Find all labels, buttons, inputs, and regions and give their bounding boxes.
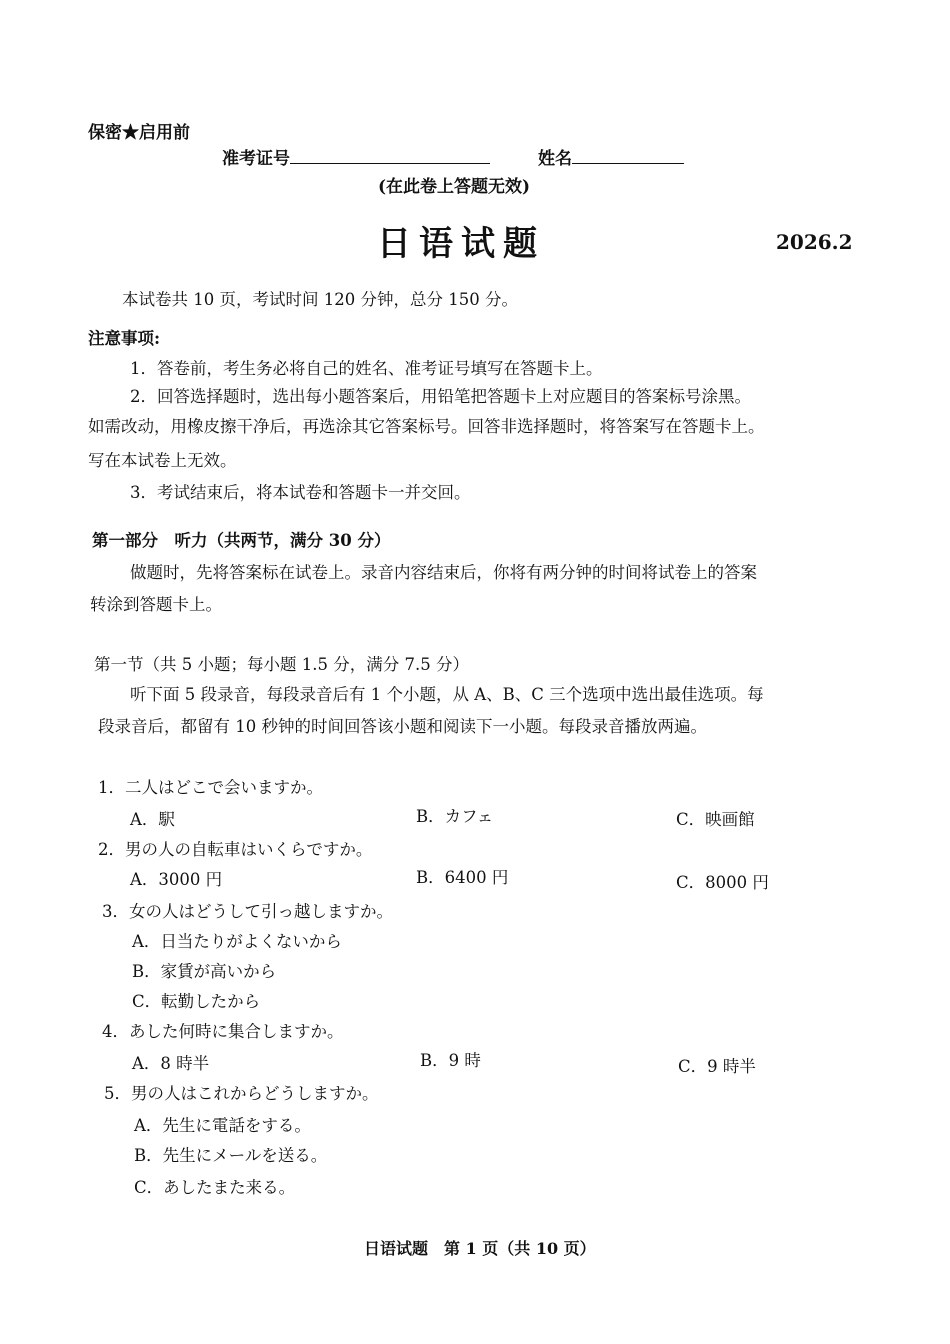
section1-desc-line-1: 听下面 5 段录音，每段录音后有 1 个小题，从 A、B、C 三个选项中选出最佳选项。每 <box>130 685 764 704</box>
question-3-option-c: C．転勤したから <box>132 992 261 1011</box>
question-2-option-b: B．6400 円 <box>416 868 509 887</box>
question-1-option-b: B．カフェ <box>416 807 494 826</box>
note-item-2-line-3: 写在本试卷上无效。 <box>88 451 237 470</box>
question-2-option-c: C．8000 円 <box>676 873 769 892</box>
exam-date: 2026.2 <box>776 230 853 254</box>
question-2-option-a: A．3000 円 <box>130 870 223 889</box>
confidential-label: 保密★启用前 <box>88 123 190 143</box>
note-item-3: 3．考试结束后，将本试卷和答题卡一并交回。 <box>130 483 471 502</box>
question-4: 4．あした何時に集合しますか。 <box>102 1022 344 1041</box>
exam-id-label: 准考证号 <box>222 149 290 169</box>
invalid-note: (在此卷上答题无效) <box>378 177 531 197</box>
page-title: 日语试题 <box>377 224 545 264</box>
question-1-option-c: C．映画館 <box>676 810 755 829</box>
question-3-option-a: A．日当たりがよくないから <box>132 932 342 951</box>
name-blank <box>572 163 684 164</box>
part1-desc-line-2: 转涂到答题卡上。 <box>90 595 222 614</box>
exam-id-blank <box>290 163 490 164</box>
part1-heading: 第一部分 听力（共两节，满分 30 分） <box>92 531 391 550</box>
note-item-1: 1．答卷前，考生务必将自己的姓名、准考证号填写在答题卡上。 <box>130 359 603 378</box>
intro-text: 本试卷共 10 页，考试时间 120 分钟，总分 150 分。 <box>122 290 518 309</box>
notes-heading: 注意事项: <box>88 329 161 348</box>
question-3-option-b: B．家賃が高いから <box>132 962 277 981</box>
question-2: 2．男の人の自転車はいくらですか。 <box>98 840 373 859</box>
question-5: 5．男の人はこれからどうしますか。 <box>104 1084 379 1103</box>
question-4-option-b: B．9 時 <box>420 1051 481 1070</box>
question-5-option-b: B．先生にメールを送る。 <box>134 1146 328 1165</box>
question-5-option-a: A．先生に電話をする。 <box>134 1116 311 1135</box>
question-4-option-c: C．9 時半 <box>678 1057 756 1076</box>
note-item-2-line-1: 2．回答选择题时，选出每小题答案后，用铅笔把答题卡上对应题目的答案标号涂黑。 <box>130 387 751 406</box>
section1-desc-line-2: 段录音后，都留有 10 秒钟的时间回答该小题和阅读下一小题。每段录音播放两遍。 <box>98 717 707 736</box>
question-5-option-c: C．あしたまた来る。 <box>134 1178 296 1197</box>
section1-heading: 第一节（共 5 小题；每小题 1.5 分，满分 7.5 分） <box>94 655 469 674</box>
name-field <box>538 144 684 169</box>
exam-id-field <box>222 144 490 169</box>
question-3: 3．女の人はどうして引っ越しますか。 <box>102 902 393 921</box>
name-label: 姓名 <box>538 149 572 169</box>
question-1: 1．二人はどこで会いますか。 <box>98 778 323 797</box>
page-footer: 日语试题 第 1 页（共 10 页） <box>364 1239 596 1258</box>
question-4-option-a: A．8 時半 <box>132 1054 210 1073</box>
question-1-option-a: A．駅 <box>130 810 175 829</box>
part1-desc-line-1: 做题时，先将答案标在试卷上。录音内容结束后，你将有两分钟的时间将试卷上的答案 <box>130 563 757 582</box>
note-item-2-line-2: 如需改动，用橡皮擦干净后，再选涂其它答案标号。回答非选择题时，将答案写在答题卡上。 <box>88 417 765 436</box>
